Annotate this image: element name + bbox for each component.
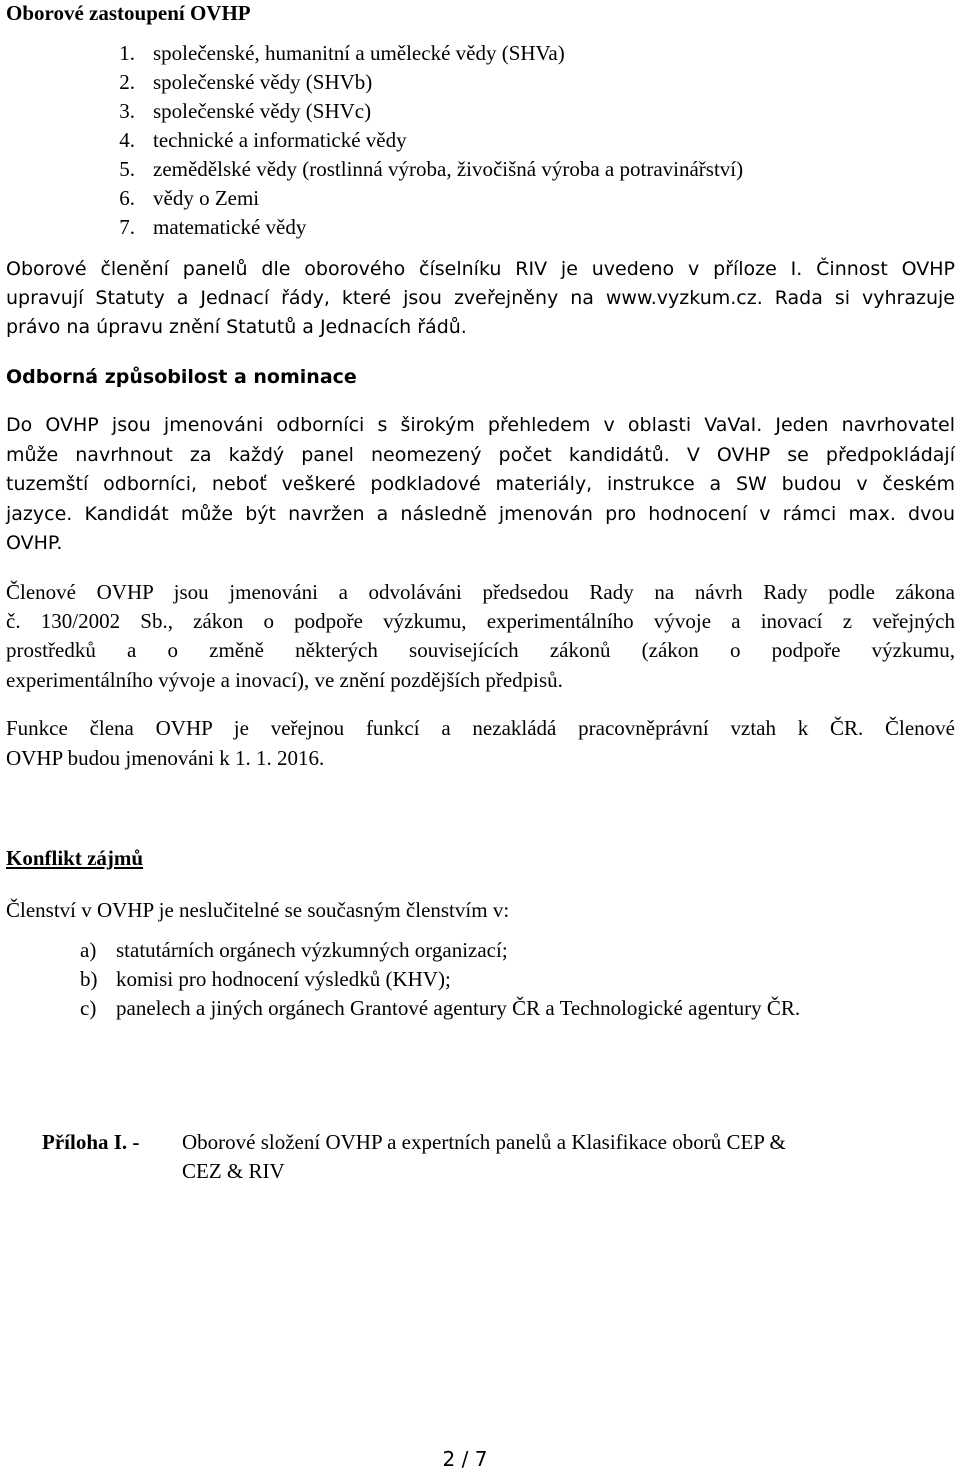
paragraph-line: tuzemští odborníci, neboť veškeré podkladové materiály, instrukce a SW budou v českém: [6, 473, 955, 495]
paragraph-clenstvi: Členství v OVHP je neslučitelné se současným členstvím v:: [6, 898, 510, 922]
list-item: panelech a jiných orgánech Grantové agentury ČR a Technologické agentury ČR.: [116, 996, 801, 1020]
appendix-label: Příloha I. -: [42, 1130, 140, 1154]
paragraph-line: OVHP budou jmenováni k 1. 1. 2016.: [6, 746, 325, 770]
paragraph-line: Oborové členění panelů dle oborového číselníku RIV je uvedeno v příloze I. Činnost OVHP: [6, 258, 955, 280]
list-item: vědy o Zemi: [153, 186, 260, 210]
section-heading-oborove-zastoupeni: Oborové zastoupení OVHP: [6, 1, 251, 25]
paragraph-line: prostředků a o změně některých souvisejících zákonů (zákon o podpoře výzkumu,: [6, 638, 955, 662]
list-item-letter: a): [80, 938, 97, 962]
paragraph-line: může navrhnout za každý panel neomezený počet kandidátů. V OVHP se předpokládají: [6, 444, 955, 466]
list-item-number: 3.: [119, 99, 135, 123]
list-item-number: 1.: [119, 41, 135, 65]
appendix-text-line: Oborové složení OVHP a expertních panelů a Klasifikace oborů CEP &: [182, 1130, 786, 1154]
list-item: technické a informatické vědy: [153, 128, 407, 152]
list-item-number: 7.: [119, 215, 135, 239]
section-heading-konflikt-zajmu: Konflikt zájmů: [6, 846, 144, 870]
paragraph-line: právo na úpravu znění Statutů a Jednacích řádů.: [6, 316, 467, 338]
list-item-number: 2.: [119, 70, 135, 94]
paragraph-line: Členové OVHP jsou jmenováni a odvoláváni předsedou Rady na návrh Rady podle zákona: [6, 580, 955, 604]
list-item: společenské vědy (SHVb): [153, 70, 373, 94]
section-heading-odborna-zpusobilost: Odborná způsobilost a nominace: [6, 366, 357, 388]
list-item-number: 5.: [119, 157, 135, 181]
list-item-number: 4.: [119, 128, 135, 152]
paragraph-line: Funkce člena OVHP je veřejnou funkcí a nezakládá pracovněprávní vztah k ČR. Členové: [6, 716, 955, 740]
paragraph-line: OVHP.: [6, 532, 63, 554]
list-item: společenské vědy (SHVc): [153, 99, 372, 123]
paragraph-line: Do OVHP jsou jmenováni odborníci s širokým přehledem v oblasti VaVaI. Jeden navrhovatel: [6, 414, 955, 436]
paragraph-line: experimentálního vývoje a inovací), ve znění pozdějších předpisů.: [6, 668, 563, 692]
list-item: komisi pro hodnocení výsledků (KHV);: [116, 967, 451, 991]
list-item-letter: c): [80, 996, 97, 1020]
list-item: matematické vědy: [153, 215, 307, 239]
paragraph-line: upravují Statuty a Jednací řády, které jsou zveřejněny na www.vyzkum.cz. Rada si vyhrazuje: [6, 287, 955, 309]
list-item: společenské, humanitní a umělecké vědy (SHVa): [153, 41, 565, 65]
appendix-text-line: CEZ & RIV: [182, 1159, 285, 1183]
list-item-number: 6.: [119, 186, 135, 210]
list-item: zemědělské vědy (rostlinná výroba, živočišná výroba a potravinářství): [153, 157, 744, 181]
paragraph-line: jazyce. Kandidát může být navržen a následně jmenován pro hodnocení v rámci max. dvou: [6, 503, 955, 525]
list-item: statutárních orgánech výzkumných organizací;: [116, 938, 508, 962]
paragraph-line: č. 130/2002 Sb., zákon o podpoře výzkumu, experimentálního vývoje a inovací z veřejných: [6, 609, 955, 633]
page-number: 2 / 7: [442, 1447, 488, 1471]
list-item-letter: b): [80, 967, 98, 991]
